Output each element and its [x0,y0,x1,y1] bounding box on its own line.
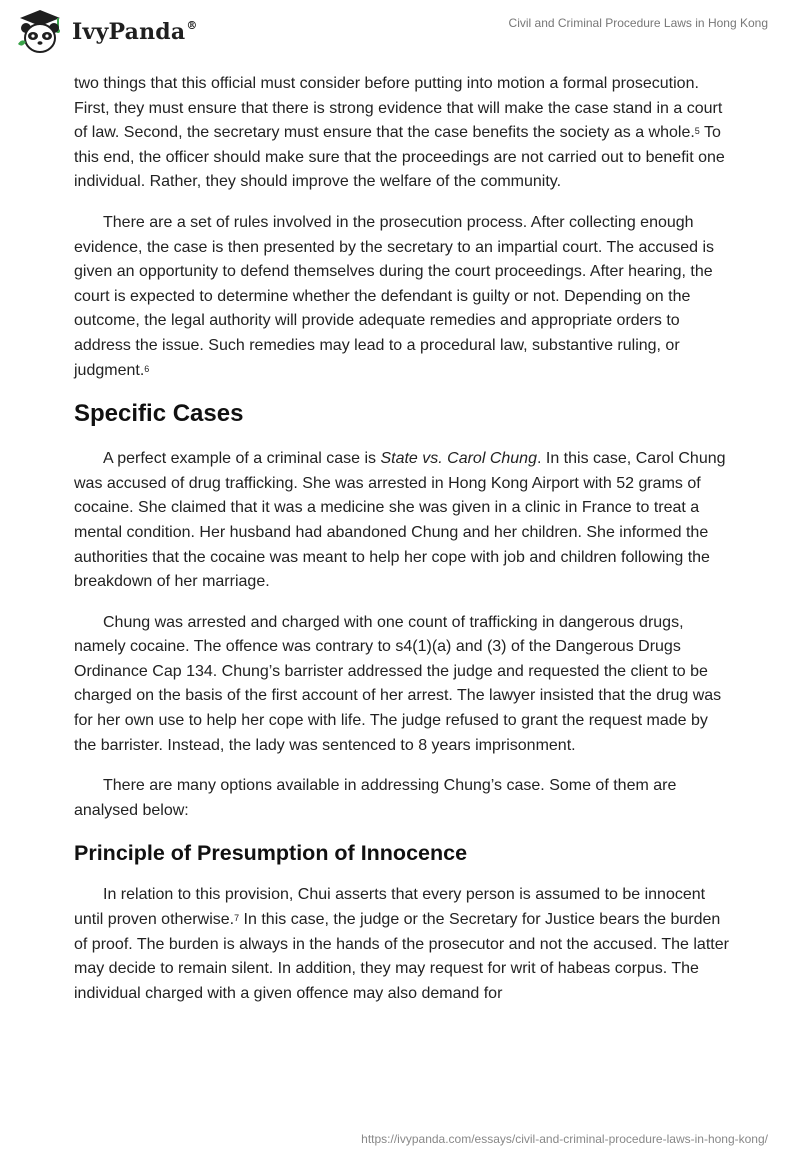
source-url[interactable]: https://ivypanda.com/essays/civil-and-criminal-procedure-laws-in-hong-kong/ [361,1132,768,1146]
essay-body [74,72,734,1022]
footnote-ref[interactable]: 7 [234,913,240,924]
brand-name: IvyPanda® [72,18,198,45]
registered-mark: ® [186,18,198,32]
paragraph: There are many options available in addressing Chung’s case. Some of them are analysed below: [74,777,677,819]
page-header [0,0,800,64]
paragraph: A perfect example of a criminal case is State vs. Carol Chung. In this case, Carol Chung was accused of drug trafficking. She was arrested in Hong Kong Airport with 52 grams of cocaine. She claimed that it was a medicine she was given in a clinic in France to treat a mental condition. Her husband had abandoned Chung and her children. She informed the authorities that the cocaine was meant to help her cope with job and children following the breakdown of her marriage. [74,450,726,591]
paragraph: In relation to this provision, Chui asserts that every person is assumed to be innocent until proven otherwise.$^7$ In this case, the judge or the Secretary for Justice bears the burden of proof. The burden is always in the hands of the prosecutor and not the accused. The latter may decide to remain silent. In addition, they may request for writ of habeas corpus. The individual charged with a given offence may also demand for [74,886,729,1002]
section-heading: Specific Cases [74,400,244,428]
footnote-ref[interactable]: 5 [694,126,700,137]
paragraph: There are a set of rules involved in the prosecution process. After collecting enough evidence, the case is then presented by the secretary to an impartial court. The accused is given an opportunity to defend themselves during the court proceedings. After hearing, the court is expected to determine whether the defendant is guilty or not. Depending on the outcome, the legal authority will provide adequate remedies and appropriate orders to address the issue. Such remedies may lead to a procedural law, substantive ruling, or judgment.$^6$ [74,213,715,379]
subsection-heading: Principle of Presumption of Innocence [74,841,468,866]
document-title: Civil and Criminal Procedure Laws in Hong Kong [508,16,768,30]
paragraph: two things that this official must consider before putting into motion a formal prosecution. First, they must ensure that there is strong evidence that will make the case stand in a court of law. Second, the secretary must ensure that the case benefits the society as a whole.$^5$ To this end, the officer should make sure that the proceedings are not carried out to benefit one individual. Rather, they should improve the welfare of the community. [74,75,725,191]
paragraph: Chung was arrested and charged with one count of trafficking in dangerous drugs, namely cocaine. The offence was contrary to s4(1)(a) and (3) of the Dangerous Drugs Ordinance Cap 134. Chung’s barrister addressed the judge and requested the client to be charged on the basis of the first account of her arrest. The lawyer insisted that the drug was for her own use to help her cope with life. The judge refused to grant the request made by the barrister. Instead, the lady was sentenced to 8 years imprisonment. [74,613,722,754]
footnote-ref[interactable]: 6 [144,363,150,374]
case-name: State vs. Carol Chung [380,450,537,468]
panda-graduate-icon [14,8,66,56]
brand-logo[interactable] [14,8,198,56]
